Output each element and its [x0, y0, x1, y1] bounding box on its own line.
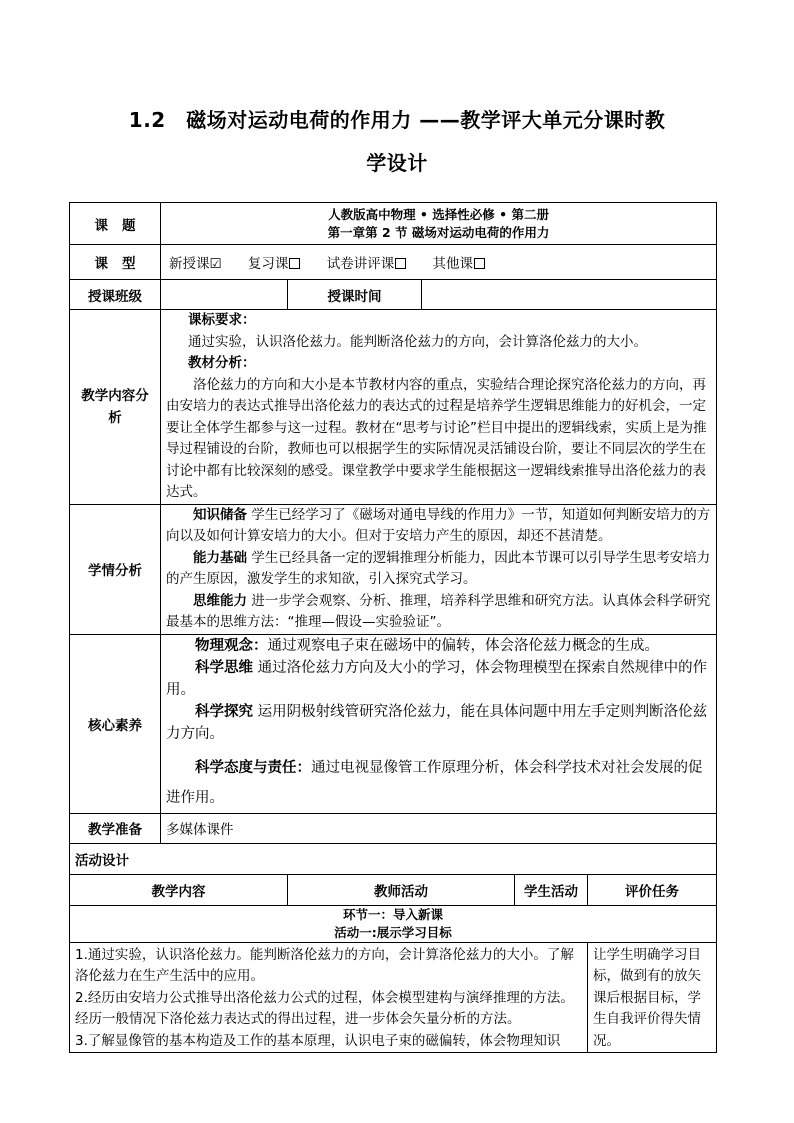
scientific-inquiry: 科学探究 运用阴极射线管研究洛伦兹力，能在具体问题中用左手定则判断洛伦兹力方向。	[166, 703, 708, 742]
learning-goals	[70, 942, 588, 1053]
lesson-type-other: 其他课	[433, 252, 486, 272]
class-label: 授课班级	[70, 280, 161, 310]
core-literacy-row	[70, 634, 717, 813]
learner-analysis-body	[161, 504, 717, 634]
scientific-thinking: 科学思维 通过洛伦兹力方向及大小的学习，体会物理模型在探索自然规律中的作用。	[166, 659, 708, 698]
checkbox-icon	[395, 258, 406, 269]
lesson-type-new: 新授课☑	[169, 256, 222, 272]
topic-line-1: 人教版高中物理 • 选择性必修 • 第二册	[328, 206, 549, 222]
goals-row	[70, 942, 717, 1053]
lesson-type-row	[70, 245, 717, 280]
lesson-type-label: 课型	[70, 245, 161, 280]
section-heading	[70, 905, 717, 942]
lesson-plan-table	[69, 202, 717, 1053]
column-header-content: 教学内容	[70, 874, 288, 905]
class-value	[161, 280, 288, 310]
prep-row	[70, 813, 717, 843]
textbook-analysis-text: 洛伦兹力的方向和大小是本节教材内容的重点，实验结合理论探究洛伦兹力的方向，再由安培力的表达式推导出洛伦兹力的表达式的过程是培养学生逻辑思维能力的好机会，一定要让全体学生都参与这一过程。教材在“思考与讨论”栏目中提出的逻辑线索，实质上是为推导过程铺设的台阶，教师也可以根据学生的实际情况灵活铺设台阶，要让不同层次的学生在讨论中都有比较深刻的感受。课堂教学中要求学生能根据这一逻辑线索推导出洛伦兹力的表达式。	[166, 376, 707, 500]
textbook-analysis-title: 教材分析：	[188, 355, 256, 371]
column-header-teacher: 教师活动	[288, 874, 515, 905]
learner-analysis-label: 学情分析	[70, 504, 161, 634]
topic-row	[70, 203, 717, 245]
column-header-row	[70, 874, 717, 905]
lesson-type-review: 复习课	[248, 252, 301, 272]
page-title-continued: 学设计	[366, 151, 428, 175]
content-analysis-label: 教学内容分 析	[70, 310, 161, 505]
lesson-type-options	[161, 245, 717, 280]
lesson-type-exam: 试卷讲评课	[327, 252, 407, 272]
time-label: 授课时间	[288, 280, 422, 310]
core-literacy-body	[161, 634, 717, 813]
learner-analysis-row	[70, 504, 717, 634]
section-row	[70, 905, 717, 942]
physics-concept: 物理观念：通过观察电子束在磁场中的偏转，体会洛伦兹力概念的生成。	[195, 637, 659, 654]
prep-value: 多媒体课件	[161, 813, 717, 843]
content-analysis-body	[161, 310, 717, 505]
curriculum-requirement-title: 课标要求：	[188, 312, 256, 328]
topic-label: 课题	[70, 203, 161, 245]
evaluation-task: 让学生明确学习目标，做到有的放矢课后根据目标，学生自我评价得失情况。	[588, 942, 717, 1053]
class-row	[70, 280, 717, 310]
topic-value	[161, 203, 717, 245]
core-literacy-label: 核心素养	[70, 634, 161, 813]
activity-design-label: 活动设计	[70, 843, 717, 874]
column-header-student: 学生活动	[515, 874, 588, 905]
knowledge-paragraph: 知识储备 学生已经学习了《磁场对通电导线的作用力》一节，知道如何判断安培力的方向以及如何计算安培力的大小。但对于安培力产生的原因，却还不甚清楚。	[166, 506, 711, 544]
goal-2: 2.经历由安培力公式推导出洛伦兹力公式的过程，体会模型建构与演绎推理的方法。经历一般情况下洛伦兹力表达式的得出过程，进一步体会矢量分析的方法。	[75, 989, 574, 1027]
scientific-attitude: 科学态度与责任：通过电视显像管工作原理分析，体会科学技术对社会发展的促进作用。	[166, 759, 703, 806]
ability-paragraph: 能力基础 学生已经具备一定的逻辑推理分析能力，因此本节课可以引导学生思考安培力的产生原因，激发学生的求知欲，引入探究式学习。	[166, 549, 711, 587]
activity-title: 活动一:展示学习目标	[334, 924, 452, 940]
topic-line-2: 第一章第 2 节 磁场对运动电荷的作用力	[327, 224, 550, 240]
checkbox-icon	[474, 258, 485, 269]
activity-design-row	[70, 843, 717, 874]
content-analysis-row	[70, 310, 717, 505]
curriculum-requirement-text: 通过实验，认识洛伦兹力。能判断洛伦兹力的方向，会计算洛伦兹力的大小。	[188, 333, 647, 350]
goal-3: 3.了解显像管的基本构造及工作的基本原理，认识电子束的磁偏转，体会物理知识	[75, 1032, 561, 1049]
column-header-evaluation: 评价任务	[588, 874, 717, 905]
checkbox-icon	[289, 258, 300, 269]
section-title: 环节一：导入新课	[343, 906, 444, 922]
goal-1: 1.通过实验，认识洛伦兹力。能判断洛伦兹力的方向，会计算洛伦兹力的大小。了解洛伦兹力在生产生活中的应用。	[75, 946, 574, 984]
page-title: 1.2 磁场对运动电荷的作用力 ——教学评大单元分课时教	[128, 108, 666, 132]
prep-label: 教学准备	[70, 813, 161, 843]
thinking-paragraph: 思维能力 进一步学会观察、分析、推理，培养科学思维和研究方法。认真体会科学研究最基本的思维方法：“推理—假设—实验验证”。	[166, 592, 711, 630]
time-value	[422, 280, 717, 310]
